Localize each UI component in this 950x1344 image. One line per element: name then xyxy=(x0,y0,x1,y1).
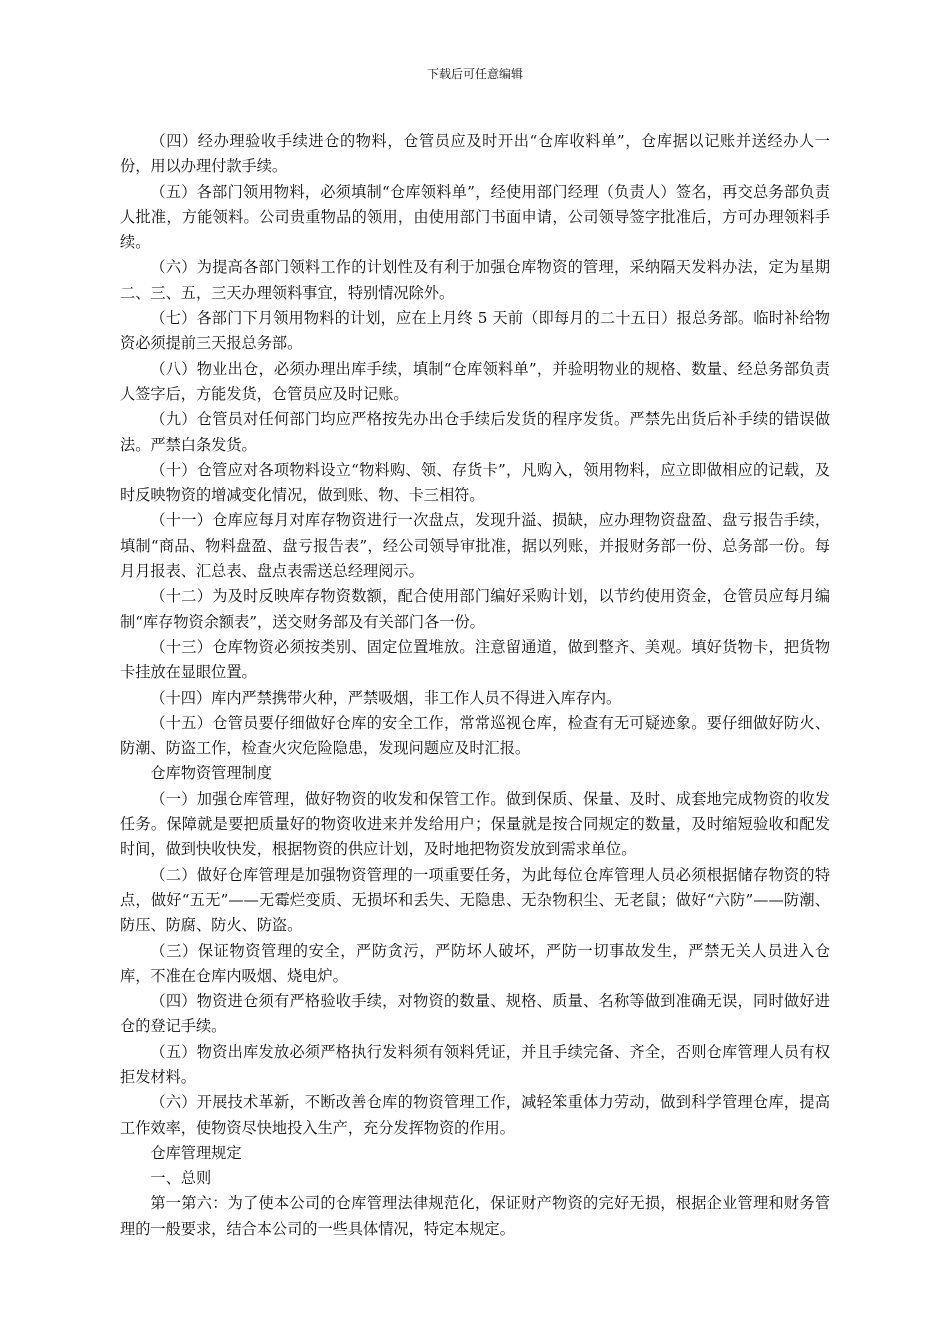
paragraph-15: （十五）仓管员要仔细做好仓库的安全工作，常常巡视仓库，检查有无可疑迹象。要仔细做好防火、防潮、防盗工作，检查火灾危险隐患，发现问题应及时汇报。 xyxy=(120,713,830,758)
materials-paragraph-2: （二）做好仓库管理是加强物资管理的一项重要任务，为此每位仓库管理人员必须根据储存物资的特点，做好“五无”——无霉烂变质、无损坏和丢失、无隐患、无杂物积尘、无老鼠；做好“六防”——防潮、防压、防腐、防火、防盗。 xyxy=(120,865,830,935)
paragraph-9: （九）仓管员对任何部门均应严格按先办出仓手续后发货的程序发货。严禁先出货后补手续的错误做法。严禁白条发货。 xyxy=(120,410,830,454)
materials-paragraph-6: （六）开展技术革新，不断改善仓库的物资管理工作，减轻笨重体力劳动，做到科学管理仓库，提高工作效率，使物资尽快地投入生产，充分发挥物资的作用。 xyxy=(120,1093,830,1137)
paragraph-4: （四）经办理验收手续进仓的物料，仓管员应及时开出“仓库收料单”，仓库据以记账并送经办人一份，用以办理付款手续。 xyxy=(120,132,830,176)
subsection-title-general: 一、总则 xyxy=(150,1169,212,1188)
section-title-materials: 仓库物资管理制度 xyxy=(150,764,272,783)
paragraph-14: （十四）库内严禁携带火种，严禁吸烟，非工作人员不得进入库存内。 xyxy=(150,688,622,707)
paragraph-12: （十二）为及时反映库存物资数额，配合使用部门编好采购计划，以节约使用资金，仓管员应每月编制“库存物资余额表”，送交财务部及有关部门各一份。 xyxy=(120,587,830,631)
general-paragraph-1: 第一第六：为了使本公司的仓库管理法律规范化，保证财产物资的完好无损，根据企业管理和财务管理的一般要求，结合本公司的一些具体情况，特定本规定。 xyxy=(120,1194,830,1238)
paragraph-8: （八）物业出仓，必须办理出库手续，填制“仓库领料单”，并验明物业的规格、数量、经总务部负责人签字后，方能发货，仓管员应及时记账。 xyxy=(120,359,830,403)
page-header: 下载后可任意编辑 xyxy=(426,67,523,81)
paragraph-11: （十一）仓库应每月对库存物资进行一次盘点，发现升溢、损缺，应办理物资盘盈、盘亏报告手续，填制“商品、物料盘盈、盘亏报告表”，经公司领导审批准，据以列账，并报财务部一份、总务部一份。每月月报表、汇总表、盘点表需送总经理阅示。 xyxy=(120,511,830,581)
materials-paragraph-1: （一）加强仓库管理，做好物资的收发和保管工作。做到保质、保量、及时、成套地完成物资的收发任务。保障就是要把质量好的物资收进来并发给用户；保量就是按合同规定的数量，及时缩短验收和配发时间，做到快收快发，根据物资的供应计划，及时地把物资发放到需求单位。 xyxy=(120,789,830,859)
section-title-regulations: 仓库管理规定 xyxy=(150,1143,242,1162)
materials-paragraph-4: （四）物资进仓须有严格验收手续，对物资的数量、规格、质量、名称等做到准确无误，同时做好进仓的登记手续。 xyxy=(120,992,830,1036)
materials-paragraph-3: （三）保证物资管理的安全，严防贪污，严防坏人破坏，严防一切事故发生，严禁无关人员进入仓库，不准在仓库内吸烟、烧电炉。 xyxy=(120,941,830,985)
paragraph-10: （十）仓管应对各项物料设立“物料购、领、存货卡”，凡购入，领用物料，应立即做相应的记载，及时反映物资的增减变化情况，做到账、物、卡三相符。 xyxy=(120,460,830,505)
document-body xyxy=(120,129,830,1242)
paragraph-6: （六）为提高各部门领料工作的计划性及有利于加强仓库物资的管理，采纳隔天发料办法，定为星期二、三、五，三天办理领料事宜，特别情况除外。 xyxy=(120,258,830,302)
paragraph-5: （五）各部门领用物料，必须填制“仓库领料单”，经使用部门经理（负责人）签名，再交总务部负责人批准，方能领料。公司贵重物品的领用，由使用部门书面申请，公司领导签字批准后，方可办理领料手续。 xyxy=(120,182,830,252)
paragraph-7: （七）各部门下月领用物料的计划，应在上月终 5 天前（即每月的二十五日）报总务部。临时补给物资必须提前三天报总务部。 xyxy=(120,309,830,353)
materials-paragraph-5: （五）物资出库发放必须严格执行发料须有领料凭证，并且手续完备、齐全，否则仓库管理人员有权拒发材料。 xyxy=(120,1042,830,1086)
paragraph-13: （十三）仓库物资必须按类别、固定位置堆放。注意留通道，做到整齐、美观。填好货物卡，把货物卡挂放在显眼位置。 xyxy=(120,637,830,682)
